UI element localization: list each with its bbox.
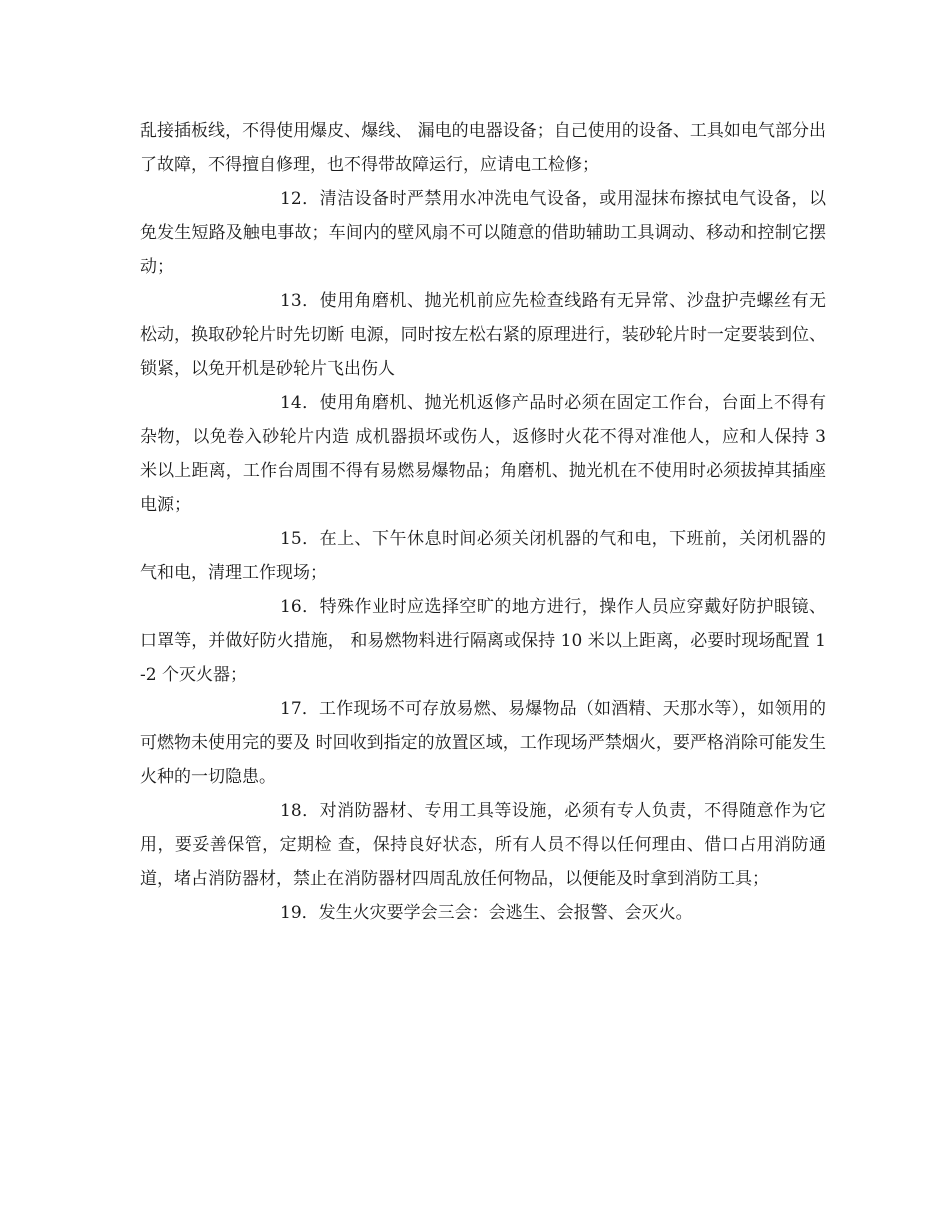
paragraph-item-19: 19．发生火灾要学会三会：会逃生、会报警、会灭火。 — [280, 903, 693, 923]
document-body — [140, 114, 826, 930]
paragraph-continuation: 乱接插板线，不得使用爆皮、爆线、 漏电的电器设备；自己使用的设备、工具如电气部分出了故障，不得擅自修理，也不得带故障运行，应请电工检修； — [140, 121, 826, 175]
paragraph-item-12: 12．清洁设备时严禁用水冲洗电气设备，或用湿抹布擦拭电气设备，以免发生短路及触电事故；车间内的壁风扇不可以随意的借助辅助工具调动、移动和控制它摆动； — [140, 189, 826, 277]
paragraph-item-18: 18．对消防器材、专用工具等设施，必须有专人负责，不得随意作为它用，要妥善保管，定期检 查，保持良好状态，所有人员不得以任何理由、借口占用消防通道，堵占消防器材，禁止在消防器材四周乱放任何物品，以便能及时拿到消防工具； — [140, 801, 826, 889]
paragraph-item-14: 14．使用角磨机、抛光机返修产品时必须在固定工作台，台面上不得有杂物，以免卷入砂轮片内造 成机器损坏或伤人，返修时火花不得对准他人，应和人保持 3 米以上距离，工作台周围不得有易燃易爆物品；角磨机、抛光机在不使用时必须拔掉其插座电源； — [140, 393, 826, 515]
paragraph-item-15: 15．在上、下午休息时间必须关闭机器的气和电，下班前，关闭机器的气和电，清理工作现场； — [140, 529, 826, 583]
paragraph-item-13: 13．使用角磨机、抛光机前应先检查线路有无异常、沙盘护壳螺丝有无松动，换取砂轮片时先切断 电源，同时按左松右紧的原理进行，装砂轮片时一定要装到位、锁紧，以免开机是砂轮片飞出伤人 — [140, 291, 826, 379]
paragraph-item-17: 17．工作现场不可存放易燃、易爆物品（如酒精、天那水等），如领用的可燃物未使用完的要及 时回收到指定的放置区域，工作现场严禁烟火，要严格消除可能发生火种的一切隐患。 — [140, 699, 826, 787]
paragraph-item-16: 16．特殊作业时应选择空旷的地方进行，操作人员应穿戴好防护眼镜、口罩等，并做好防火措施， 和易燃物料进行隔离或保持 10 米以上距离，必要时现场配置 1-2 个灭火器； — [140, 597, 826, 685]
